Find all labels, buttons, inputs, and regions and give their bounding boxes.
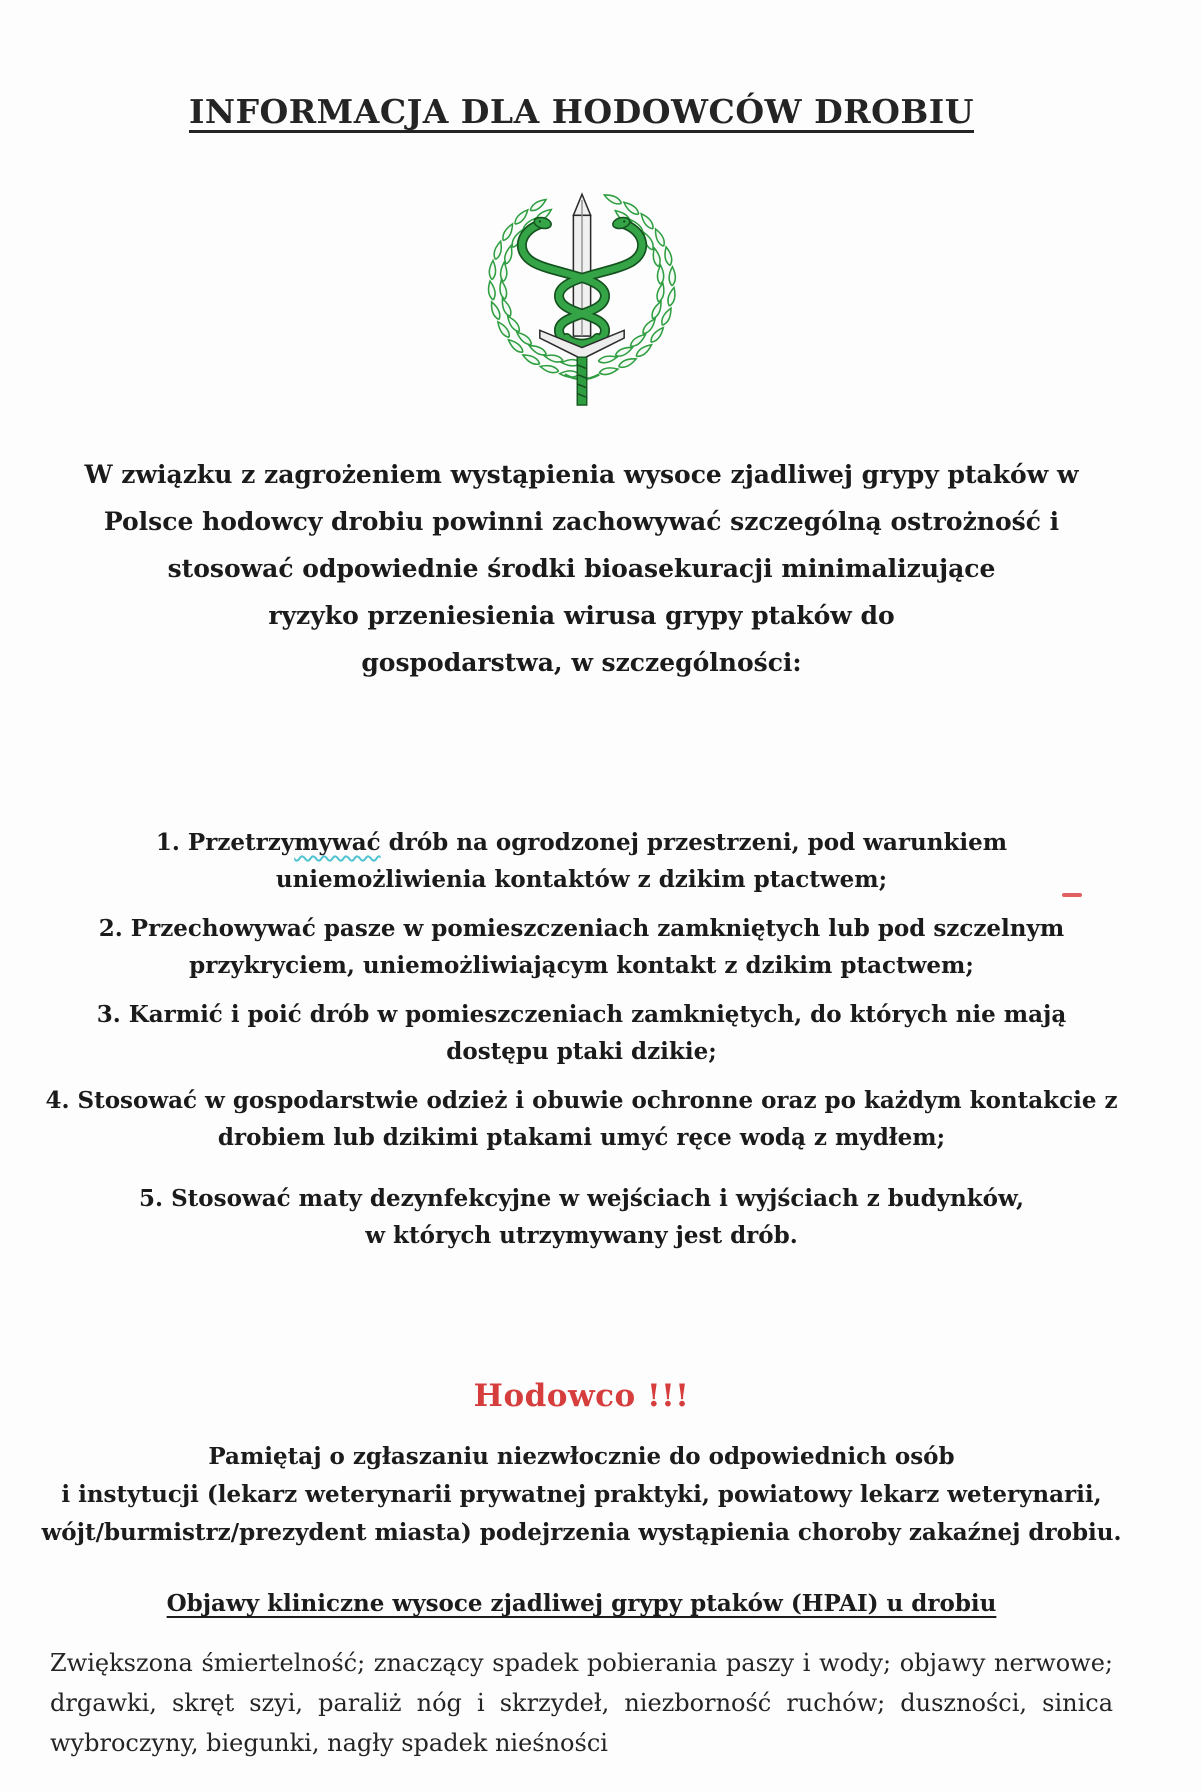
- list-item-5: [40, 1180, 1123, 1254]
- list-item-4-line-2: drobiem lub dzikimi ptakami umyć ręce wodą z mydłem;: [217, 1124, 946, 1151]
- reminder-line: i instytucji (lekarz weterynarii prywatnej praktyki, powiatowy lekarz weterynarii,: [61, 1481, 1102, 1508]
- wreath-leaf: [503, 245, 514, 265]
- wreath-leaf: [655, 283, 665, 303]
- wreath-leaf: [499, 298, 512, 318]
- wreath-leaf: [617, 356, 637, 369]
- list-item-2: [40, 910, 1123, 984]
- wreath-leaf: [657, 265, 663, 284]
- intro-line: ryzyko przeniesienia wirusa grypy ptaków do: [268, 601, 895, 630]
- reminder-paragraph: [40, 1438, 1123, 1552]
- wreath-leaf: [492, 240, 503, 260]
- document-page: [0, 92, 1201, 1792]
- wreath-leaf: [488, 301, 501, 321]
- veterinary-inspection-emblem: [467, 171, 697, 413]
- wreath-leaf: [539, 363, 559, 374]
- wreath-leaf: [498, 280, 508, 300]
- list-item-5-line-2: w których utrzymywany jest drób.: [365, 1222, 798, 1249]
- wreath-leaf: [500, 262, 507, 281]
- wreath-leaf: [666, 287, 677, 307]
- wreath-leaf: [486, 281, 495, 301]
- reminder-line: Pamiętaj o zgłaszaniu niezwłocznie do odpowiednich osób: [208, 1443, 955, 1470]
- list-item-1-text: drób na ogrodzonej przestrzeni, pod warunkiem: [380, 829, 1008, 856]
- biosecurity-list: [40, 824, 1123, 1254]
- wreath-leaf: [668, 267, 675, 286]
- wreath-leaf: [602, 192, 622, 206]
- symptoms-heading: Objawy kliniczne wysoce zjadliwej grypy ptaków (HPAI) u drobiu: [166, 1590, 997, 1617]
- symptoms-paragraph: [40, 1643, 1123, 1763]
- symptoms-line: wybroczyny, biegunki, nagły spadek nieśności: [50, 1729, 608, 1757]
- wreath-leaf: [649, 300, 663, 320]
- list-item-1-line-2: uniemożliwienia kontaktów z dzikim ptactwem;: [275, 866, 888, 893]
- reminder-line: wójt/burmistrz/prezydent miasta) podejrzenia wystąpienia choroby zakaźnej drobiu.: [41, 1519, 1122, 1546]
- list-item-1-text: 1. Przetrzy: [155, 829, 295, 856]
- symptoms-line: drgawki, skręt szyi, paraliż nóg i skrzydeł, niezborność ruchów; duszności, sinica: [50, 1689, 1113, 1717]
- intro-line: stosować odpowiednie środki bioasekuracji minimalizujące: [167, 554, 996, 583]
- list-item-2-line-1: 2. Przechowywać pasze w pomieszczeniach zamkniętych lub pod szczelnym: [98, 915, 1065, 942]
- list-item-1-line-1: [40, 824, 1123, 861]
- list-item-3-line-1: 3. Karmić i poić drób w pomieszczeniach zamkniętych, do których nie mają: [96, 1001, 1067, 1028]
- intro-line: Polsce hodowcy drobiu powinni zachowywać szczególną ostrożność i: [103, 507, 1060, 536]
- wreath-leaf: [659, 307, 673, 327]
- wreath-leaf: [651, 247, 661, 267]
- intro-line: gospodarstwa, w szczególności:: [361, 648, 802, 677]
- list-item-3-line-2: dostępu ptaki dzikie;: [446, 1038, 717, 1065]
- document-content: [0, 92, 1201, 1763]
- wreath-leaf: [597, 354, 617, 364]
- list-item-1: [40, 824, 1123, 898]
- scan-red-dash-artifact: [1062, 893, 1082, 897]
- logo-container: [40, 171, 1123, 417]
- wreath-leaf: [613, 345, 633, 359]
- page-title: INFORMACJA DLA HODOWCÓW DROBIU: [188, 92, 975, 131]
- list-item-3: [40, 996, 1123, 1070]
- symptoms-line: Zwiększona śmiertelność; znaczący spadek pobierania paszy i wody; objawy nerwowe;: [50, 1649, 1113, 1677]
- list-item-2-line-2: przykryciem, uniemożliwiającym kontakt z dzikim ptactwem;: [189, 952, 974, 979]
- list-item-4-line-1: 4. Stosować w gospodarstwie odzież i obuwie ochronne oraz po każdym kontakcie z: [45, 1087, 1118, 1114]
- alert-heading: Hodowco !!!: [473, 1378, 690, 1414]
- wreath-leaf: [663, 246, 673, 266]
- intro-paragraph: [40, 451, 1123, 686]
- wreath-leaf: [598, 366, 618, 376]
- list-item-4: [40, 1082, 1123, 1156]
- wreath-leaf: [543, 353, 563, 364]
- intro-line: W związku z zagrożeniem wystąpienia wysoce zjadliwej grypy ptaków w: [84, 460, 1079, 489]
- wreath-leaf: [652, 228, 666, 248]
- sword-grip: [577, 357, 587, 405]
- wreath-leaf: [488, 260, 495, 279]
- list-item-5-line-1: 5. Stosować maty dezynfekcyjne w wejściach i wyjściach z budynków,: [139, 1185, 1024, 1212]
- spellcheck-squiggle-artifact: mywać: [294, 829, 381, 856]
